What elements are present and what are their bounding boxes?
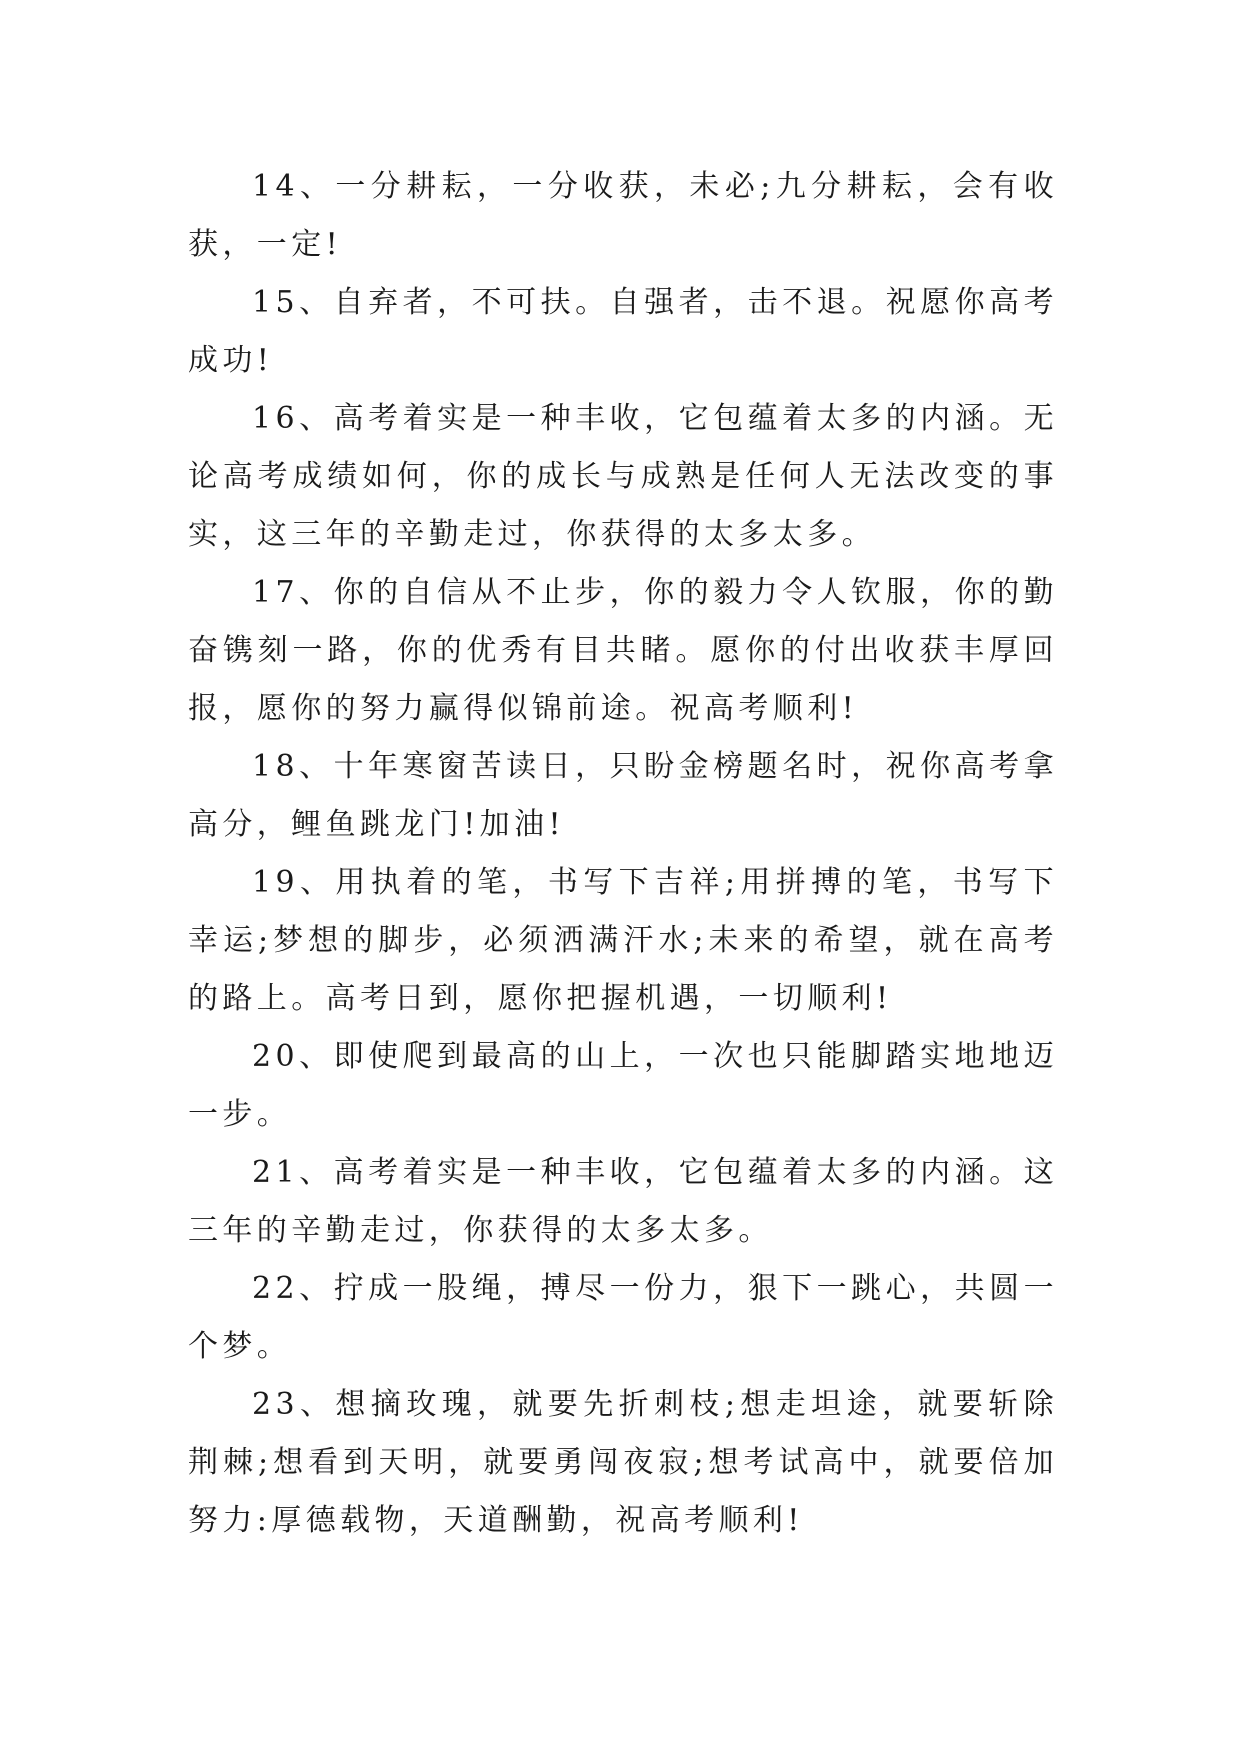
paragraph-23: 23、想摘玫瑰，就要先折刺枝;想走坦途，就要斩除荆棘;想看到天明，就要勇闯夜寂;想考试高中，就要倍加努力:厚德载物，天道酬勤，祝高考顺利! xyxy=(188,1387,1058,1538)
paragraph-22: 22、拧成一股绳，搏尽一份力，狠下一跳心，共圆一个梦。 xyxy=(188,1271,1058,1364)
paragraph-21: 21、高考着实是一种丰收，它包蕴着太多的内涵。这三年的辛勤走过，你获得的太多太多。 xyxy=(188,1155,1058,1248)
paragraph-16: 16、高考着实是一种丰收，它包蕴着太多的内涵。无论高考成绩如何，你的成长与成熟是任何人无法改变的事实，这三年的辛勤走过，你获得的太多太多。 xyxy=(188,401,1058,552)
paragraph-15: 15、自弃者，不可扶。自强者，击不退。祝愿你高考成功! xyxy=(188,285,1058,378)
paragraph-14: 14、一分耕耘，一分收获，未必;九分耕耘，会有收获，一定! xyxy=(188,169,1058,262)
paragraph-20: 20、即使爬到最高的山上，一次也只能脚踏实地地迈一步。 xyxy=(188,1039,1058,1132)
paragraph-17: 17、你的自信从不止步，你的毅力令人钦服，你的勤奋镌刻一路，你的优秀有目共睹。愿你的付出收获丰厚回报，愿你的努力赢得似锦前途。祝高考顺利! xyxy=(188,575,1058,726)
document-page xyxy=(188,158,1058,1550)
paragraph-19: 19、用执着的笔，书写下吉祥;用拼搏的笔，书写下幸运;梦想的脚步，必须洒满汗水;未来的希望，就在高考的路上。高考日到，愿你把握机遇，一切顺利! xyxy=(188,865,1058,1016)
paragraph-18: 18、十年寒窗苦读日，只盼金榜题名时，祝你高考拿高分，鲤鱼跳龙门!加油! xyxy=(188,749,1058,842)
